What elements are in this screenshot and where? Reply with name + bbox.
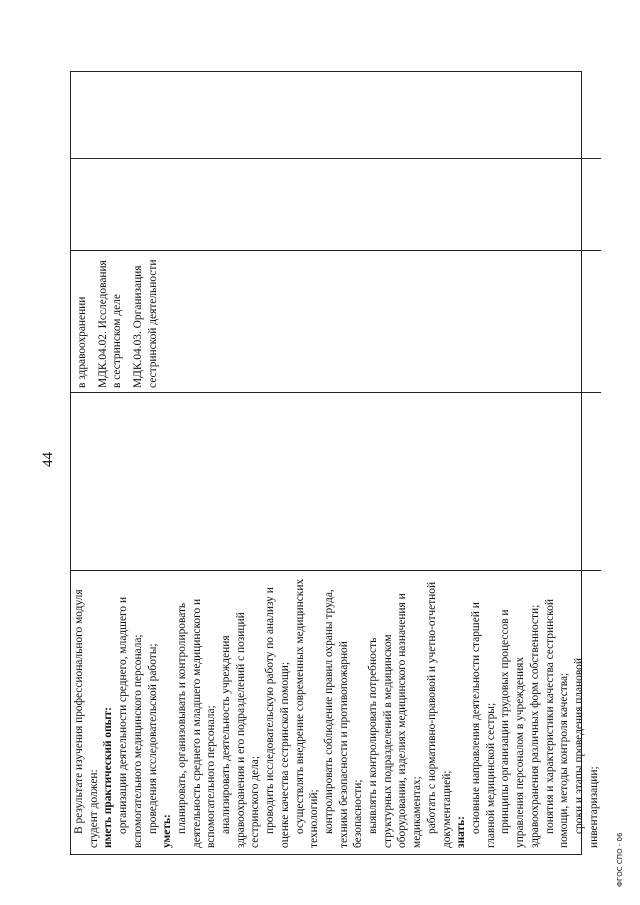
courses-text [71,251,161,392]
experience-item: проведения исследовательской работы; [146,643,159,834]
course-continuation: в здравоохранении [76,296,88,388]
knowledge-item: сроки и этапы проведения плановой инвентаризации; [572,658,600,848]
knowledge-item: основные направления деятельности старшей и главной медицинской сестры; [469,602,497,848]
knowledge-item: понятия и характеристики качества сестринской помощи, методы контроля качества; [543,599,571,848]
course-item: МДК.04.02. Исследования в сестринском деле [96,260,124,388]
column-empty-1 [71,392,601,570]
column-empty-2 [71,158,601,250]
skill-item: проводить исследовательскую работу по анализу и оценке качества сестринской помощи; [264,587,291,848]
skill-item: выявлять и контролировать потребность структурных подразделений в медицинском оборудовании, изделиях медицинского назначения и медикаментах; [367,593,424,848]
knowledge-item: принципы организации трудовых процессов и управления персоналом в учреждениях здравоохранения различных форм собственности; [499,604,541,848]
page-number: 44 [40,452,56,467]
skill-item: работать с нормативно-правовой и учетно-отчетной документацией; [425,581,453,848]
skill-item: контролировать соблюдение правил охраны труда, техники безопасности и противопожарной безопасности; [322,589,365,848]
skill-item: осуществлять внедрение современных медицинских технологий; [293,578,321,848]
experience-item: организации деятельности среднего, младшего и вспомогательного медицинского персонала; [117,596,144,848]
column-empty-3 [71,72,601,158]
skills-heading: уметь: [161,814,174,848]
skill-item: планировать, организовывать и контролировать деятельность среднего и младшего медицинского и вспомогательного персонала; [175,598,218,848]
module-results-text [71,571,601,854]
knowledge-heading: знать: [455,816,468,848]
intro-text: В результате изучения профессионального модуля студент должен: [73,589,100,848]
experience-heading: иметь практический опыт: [102,707,115,848]
column-courses [71,250,601,392]
course-item: МДК.04.03. Организация сестринской деятельности [132,259,159,388]
curriculum-table [70,71,600,855]
page-footer: ФГОС СПО - 06 [616,832,624,887]
skill-item: анализировать деятельность учреждения здравоохранения и его подразделений с позиций сестринского дела; [220,612,262,848]
column-module-results [71,570,601,854]
